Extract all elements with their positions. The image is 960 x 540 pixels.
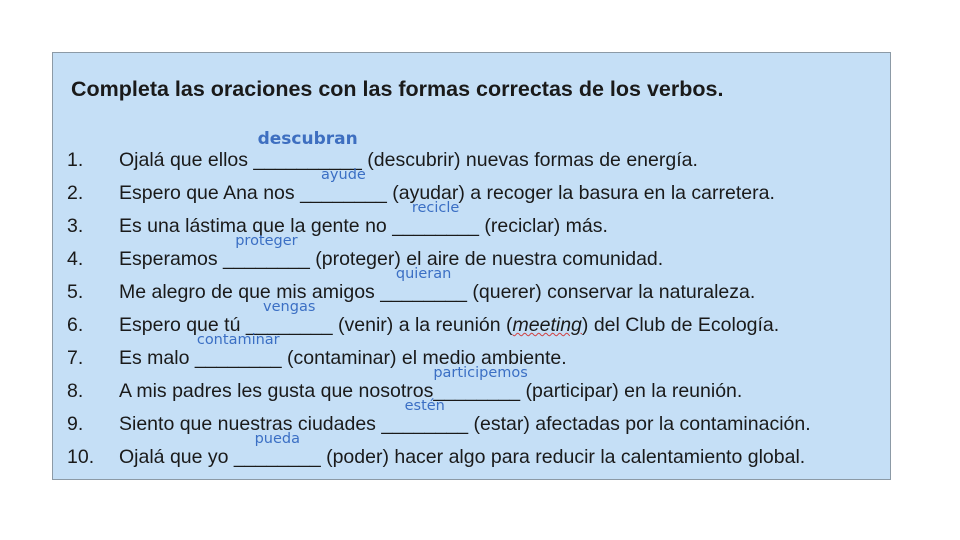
sentence-after: (reciclar) más. — [478, 215, 608, 237]
handwritten-answer: pueda — [254, 431, 300, 447]
item-number: 3. — [67, 215, 84, 237]
blank-line: __________ — [253, 149, 362, 171]
handwritten-answer: contaminar — [196, 332, 280, 348]
blank-line: ________ — [233, 446, 321, 468]
sentence-after: (descubrir) nuevas formas de energía. — [361, 149, 698, 171]
sentence-before: A mis padres les gusta que nosotros — [119, 380, 434, 402]
sentence-after: (participar) en la reunión. — [520, 380, 743, 402]
sentence-after: (estar) afectadas por la contaminación. — [468, 413, 811, 435]
item-number: 4. — [67, 248, 84, 270]
blank-line: ________ — [223, 248, 310, 270]
sentence-after: (venir) a la reunión ( — [332, 314, 513, 336]
handwritten-answer: descubran — [257, 129, 358, 149]
item-sentence — [119, 431, 806, 468]
handwritten-answer: quieran — [395, 266, 452, 282]
blank-line: ________ — [433, 380, 521, 402]
sentence-before: Ojalá que ellos — [119, 149, 254, 171]
sentence-before: Me alegro de que mis amigos — [119, 281, 381, 303]
item-number: 1. — [67, 149, 84, 171]
sentence-after-2: ) del Club de Ecología. — [581, 314, 780, 336]
sentence-before: Esperamos — [119, 248, 224, 270]
sentence-after: (proteger) el aire de nuestra comunidad. — [309, 248, 664, 270]
sentence-after: (poder) hacer algo para reducir la calentamiento global. — [320, 446, 806, 468]
item-number: 8. — [67, 380, 84, 402]
sentence-before: Es malo — [119, 347, 195, 369]
item-sentence — [119, 129, 698, 171]
sentence-after: (contaminar) el medio ambiente. — [281, 347, 567, 369]
foreign-word: meeting — [512, 314, 582, 336]
blank-line: ________ — [380, 281, 467, 303]
blank-line: ________ — [245, 314, 333, 336]
handwritten-answer: recicle — [411, 200, 460, 216]
item-sentence — [119, 200, 608, 237]
blank-line: ________ — [194, 347, 282, 369]
answer-blank[interactable] — [392, 200, 479, 237]
handwritten-answer: vengas — [263, 299, 316, 315]
item-sentence — [119, 266, 756, 303]
item-number: 2. — [67, 182, 84, 204]
sentence-before: Espero que tú — [119, 314, 246, 336]
sentence-after: (querer) conservar la naturaleza. — [466, 281, 756, 303]
blank-line: ________ — [300, 182, 387, 204]
answer-blank[interactable] — [233, 431, 321, 468]
item-number: 7. — [67, 347, 84, 369]
worksheet-panel — [52, 52, 891, 480]
answer-blank[interactable] — [223, 233, 310, 270]
handwritten-answer: participemos — [433, 365, 528, 381]
item-number: 9. — [67, 413, 84, 435]
sentence-before: Es una lástima que la gente no — [119, 215, 393, 237]
sentence-before: Siento que nuestras ciudades — [119, 413, 382, 435]
blank-line: ________ — [392, 215, 479, 237]
handwritten-answer: ayude — [321, 167, 366, 183]
item-number: 5. — [67, 281, 84, 303]
blank-line: ________ — [381, 413, 469, 435]
item-sentence — [119, 398, 811, 435]
item-number: 6. — [67, 314, 84, 336]
answer-blank[interactable] — [380, 266, 467, 303]
handwritten-answer: proteger — [235, 233, 298, 249]
item-number: 10. — [67, 446, 95, 468]
worksheet-title: Completa las oraciones con las formas correctas de los verbos. — [71, 77, 724, 101]
answer-blank[interactable] — [381, 398, 469, 435]
sentence-after: (ayudar) a recoger la basura en la carretera. — [386, 182, 775, 204]
sentence-before: Ojalá que yo — [119, 446, 234, 468]
handwritten-answer: estén — [404, 398, 445, 414]
sentence-before: Espero que Ana nos — [119, 182, 301, 204]
answer-blank[interactable] — [300, 167, 387, 204]
answer-blank[interactable] — [194, 332, 282, 369]
